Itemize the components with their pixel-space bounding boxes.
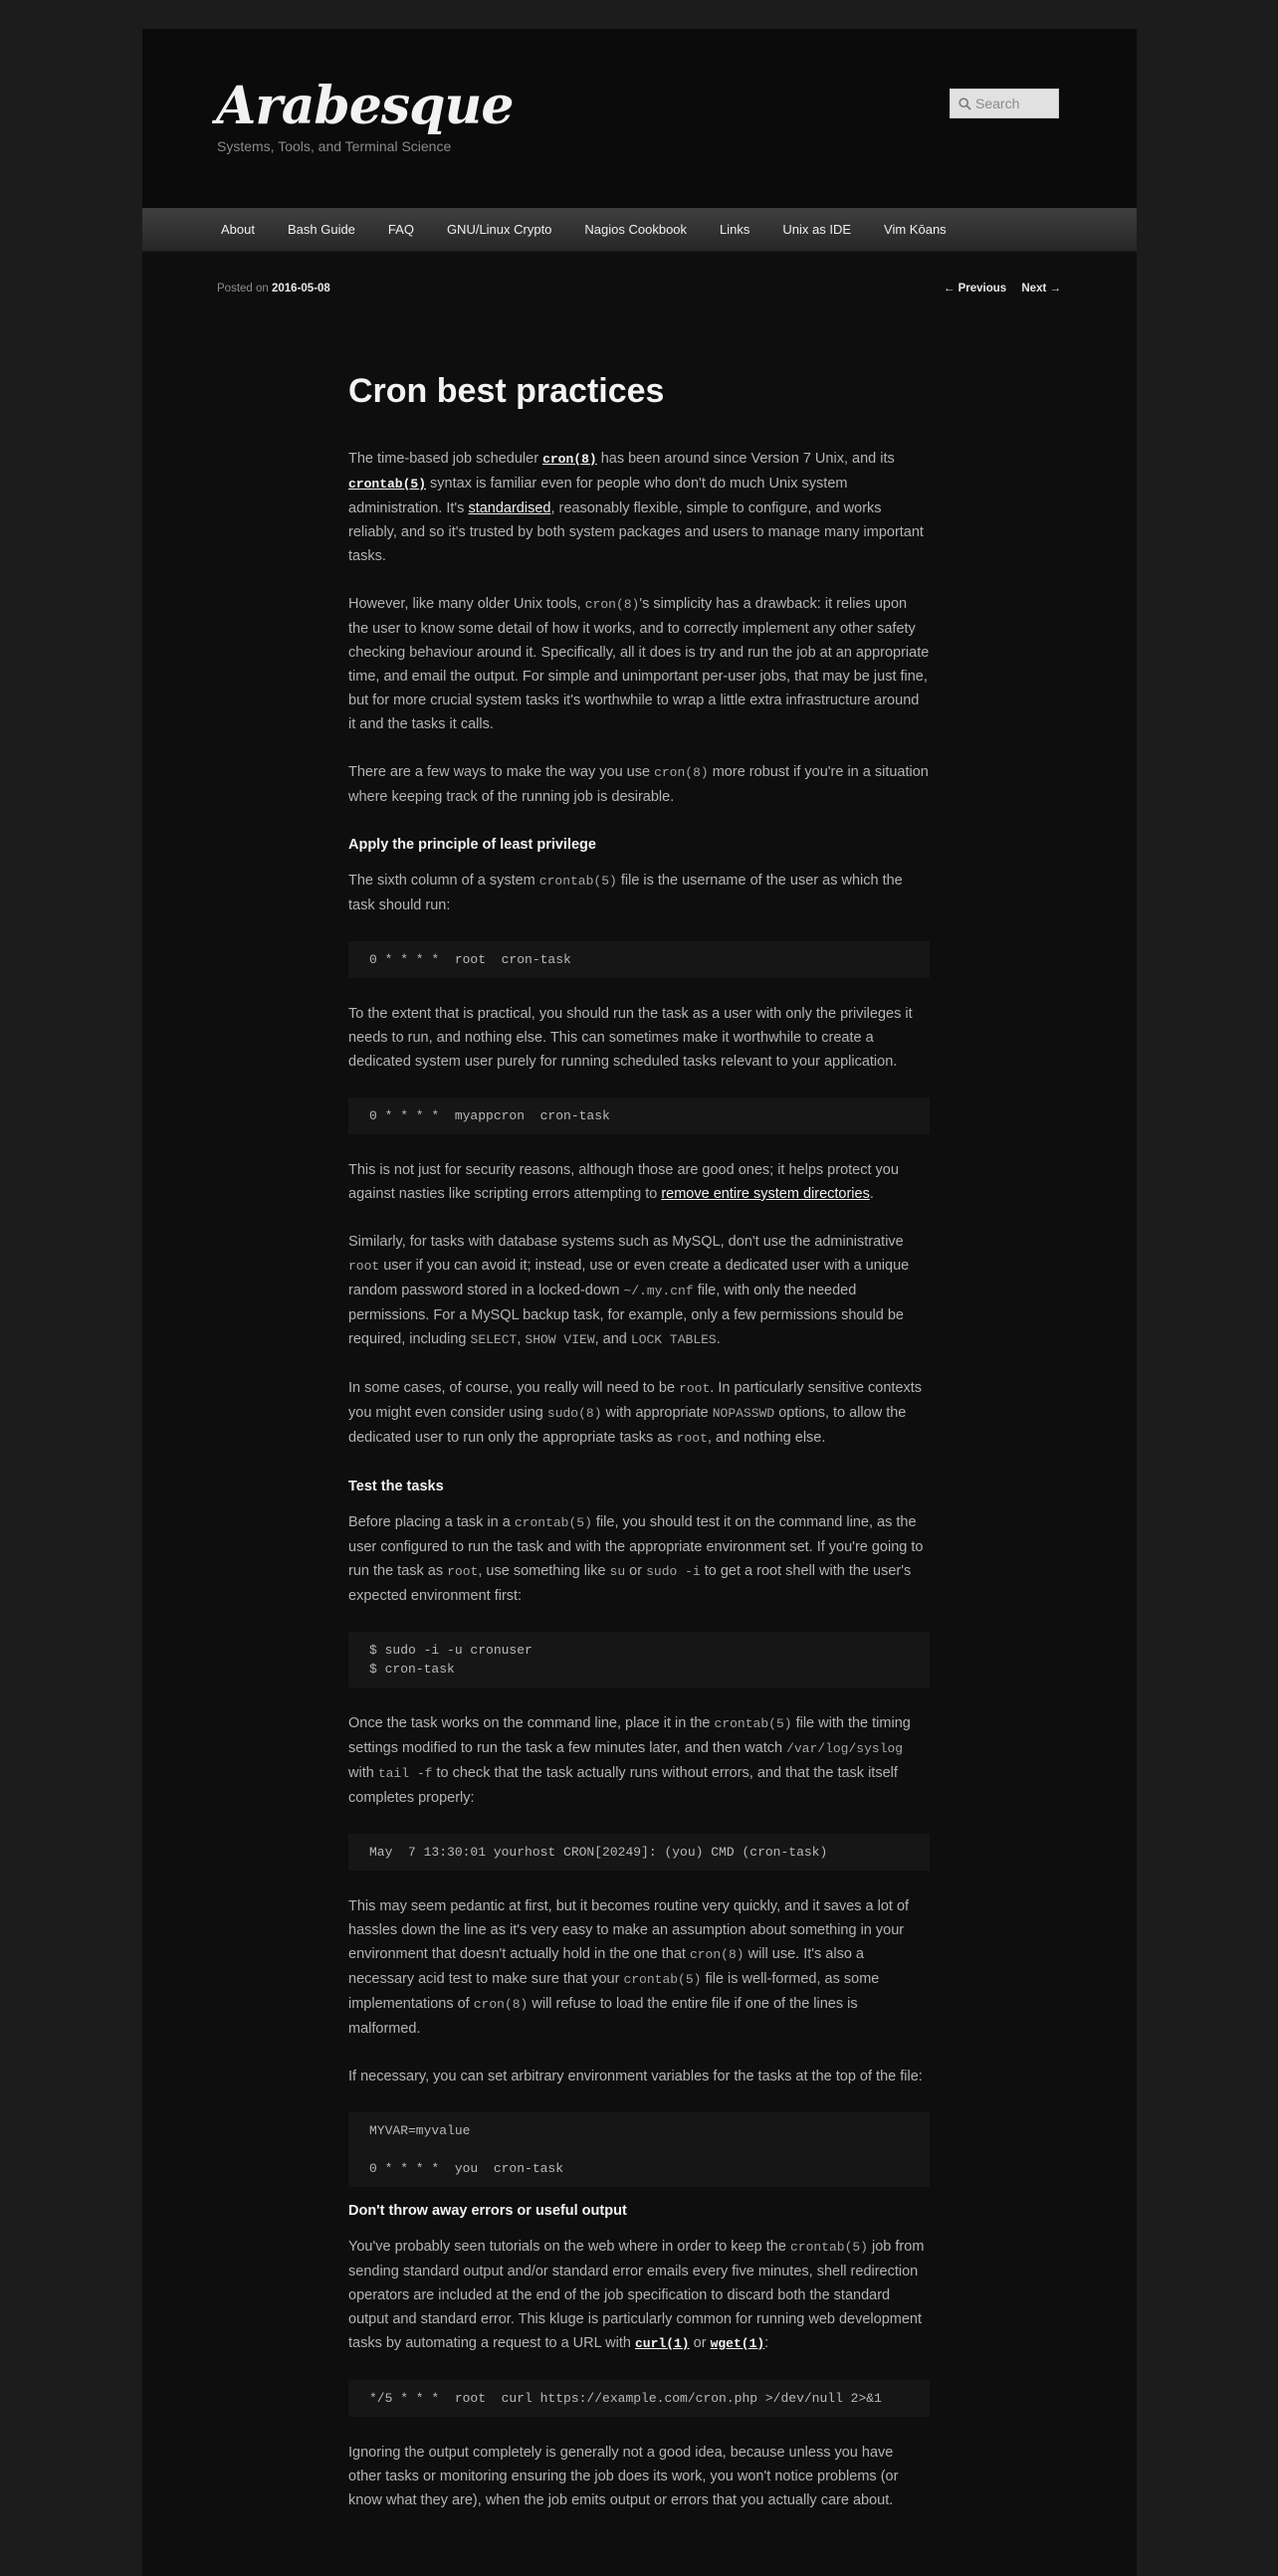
next-post-link[interactable]: Next → [1021, 283, 1061, 295]
entry-meta [217, 283, 1061, 298]
nav-item-vim-koans[interactable]: Vim Kōans [884, 222, 947, 237]
paragraph: The time-based job scheduler cron(8) has been around since Version 7 Unix, and its crontab(5) syntax is familiar even for people who don't do much Unix system administration. It's standardised, reasonably flexible, simple to configure, and works reliably, and so it's trusted by both system packages and users to manage many important tasks. [348, 451, 924, 564]
nav-item-bash-guide[interactable]: Bash Guide [287, 222, 355, 237]
site-description: Systems, Tools, and Terminal Science [217, 138, 452, 154]
paragraph: Similarly, for tasks with database systems such as MySQL, don't use the administrative root user if you can avoid it; instead, use or even create a dedicated user with a unique random password stored in a locked-down ~/.my.cnf file, with only the needed permissions. For a MySQL backup task, for example, only a few permissions should be required, including SELECT, SHOW VIEW, and LOCK TABLES. [348, 1234, 910, 1347]
paragraph: The sixth column of a system crontab(5) file is the username of the user as which the task should run: [348, 873, 903, 913]
site-title[interactable]: Arabesque [216, 76, 514, 136]
remove-directories-link[interactable]: remove entire system directories [661, 1186, 870, 1202]
crontab5-link[interactable]: crontab(5) [348, 477, 427, 492]
paragraph: You've probably seen tutorials on the web where in order to keep the crontab(5) job from sending standard output and/or standard error emails every five minutes, shell redirection operators are included at the end of the job specification to discard both the standard output and standard error. This kluge is particularly common for running web development tasks by automating a request to a URL with curl(1) or wget(1): [348, 2239, 925, 2351]
post-navigation [932, 283, 1061, 295]
paragraph: This is not just for security reasons, although those are good ones; it helps protect you against nasties like scripting errors attempting to remove entire system directories. [348, 1162, 899, 1202]
paragraph: Before placing a task in a crontab(5) file, you should test it on the command line, as the user configured to run the task and with the appropriate environment set. If you're going to run the task as root, use something like su or sudo -i to get a root shell with the user's expected environment first: [348, 1514, 924, 1604]
paragraph: In some cases, of course, you really will need to be root. In particularly sensitive contexts you might even consider using sudo(8) with appropriate NOPASSWD options, to allow the dedicated user to run only the appropriate tasks as root, and nothing else. [348, 1380, 923, 1446]
paragraph: There are a few ways to make the way you use cron(8) more robust if you're in a situation where keeping track of the running job is desirable. [348, 764, 929, 805]
paragraph: However, like many older Unix tools, cron(8)'s simplicity has a drawback: it relies upon the user to know some detail of how it works, and to correctly implement any other safety checking behaviour around it. Specifically, all it does is try and run the job at an appropriate time, and email the output. For simple and unimportant per-user jobs, that may be just fine, but for more crucial system tasks it's worthwhile to wrap a little extra infrastructure around it and the tasks it calls. [348, 596, 930, 732]
paragraph: If necessary, you can set arbitrary environment variables for the tasks at the top of the file: [348, 2069, 923, 2084]
inline-code: crontab(5) [538, 874, 617, 889]
section-heading-privilege: Apply the principle of least privilege [348, 837, 596, 853]
posted-on [217, 283, 330, 295]
paragraph: This may seem pedantic at first, but it becomes routine very quickly, and it saves a lot of hassles down the line as it's very easy to make an assumption about something in your environment that doesn't actually hold in the one that cron(8) will use. It's also a necessary acid test to make sure that your crontab(5) file is well-formed, as some implementations of cron(8) will refuse to load the entire file if one of the lines is malformed. [348, 1898, 910, 2037]
nav-item-gnu-linux-crypto[interactable]: GNU/Linux Crypto [446, 222, 552, 237]
nav-item-faq[interactable]: FAQ [387, 222, 414, 237]
search-icon [958, 98, 971, 110]
standardised-link[interactable]: standardised [468, 500, 551, 516]
code-block: MYVAR=myvalue 0 * * * * you cron-task [348, 2112, 930, 2187]
inline-code: cron(8) [654, 765, 709, 780]
nav-item-unix-as-ide[interactable]: Unix as IDE [782, 222, 852, 237]
paragraph: To the extent that is practical, you should run the task as a user with only the privileges it needs to run, and nothing else. This can sometimes make it worthwhile to create a dedicated system user purely for running scheduled tasks relevant to your application. [348, 1006, 913, 1070]
code-block: */5 * * * root curl https://example.com/cron.php >/dev/null 2>&1 [348, 2380, 930, 2417]
nav-item-about[interactable]: About [221, 222, 255, 237]
section-heading-test: Test the tasks [348, 1479, 444, 1494]
post-date[interactable]: 2016-05-08 [272, 283, 330, 295]
page [142, 29, 1137, 2576]
section-heading-errors: Don't throw away errors or useful output [348, 2203, 627, 2219]
cron8-link[interactable]: cron(8) [542, 452, 597, 467]
post-content [348, 371, 930, 2536]
nav-item-links[interactable]: Links [720, 222, 750, 237]
inline-code: cron(8) [584, 597, 640, 612]
post-title: Cron best practices [348, 372, 665, 410]
wget1-link[interactable]: wget(1) [710, 2336, 765, 2351]
code-block: 0 * * * * root cron-task [348, 941, 930, 978]
code-block: May 7 13:30:01 yourhost CRON[20249]: (you) CMD (cron-task) [348, 1834, 930, 1871]
main-navigation [142, 208, 1137, 252]
search-input[interactable] [975, 96, 1059, 111]
search-box[interactable] [950, 89, 1059, 118]
site-header [142, 29, 1137, 208]
code-block: 0 * * * * myappcron cron-task [348, 1097, 930, 1134]
previous-post-link[interactable]: ← Previous [943, 283, 1007, 295]
curl1-link[interactable]: curl(1) [635, 2336, 690, 2351]
paragraph: Ignoring the output completely is generally not a good idea, because unless you have other tasks or monitoring ensuring the job does its work, you won't notice problems (or know what they are), when the job emits output or errors that you actually care about. [348, 2445, 899, 2508]
nav-item-nagios-cookbook[interactable]: Nagios Cookbook [584, 222, 688, 237]
paragraph: Once the task works on the command line, place it in the crontab(5) file with the timing settings modified to run the task a few minutes later, and then watch /var/log/syslog with tail -f to check that the task actually runs without errors, and that the task itself completes properly: [348, 1715, 911, 1806]
posted-on-label: Posted on [217, 283, 269, 295]
code-block: $ sudo -i -u cronuser $ cron-task [348, 1632, 930, 1687]
